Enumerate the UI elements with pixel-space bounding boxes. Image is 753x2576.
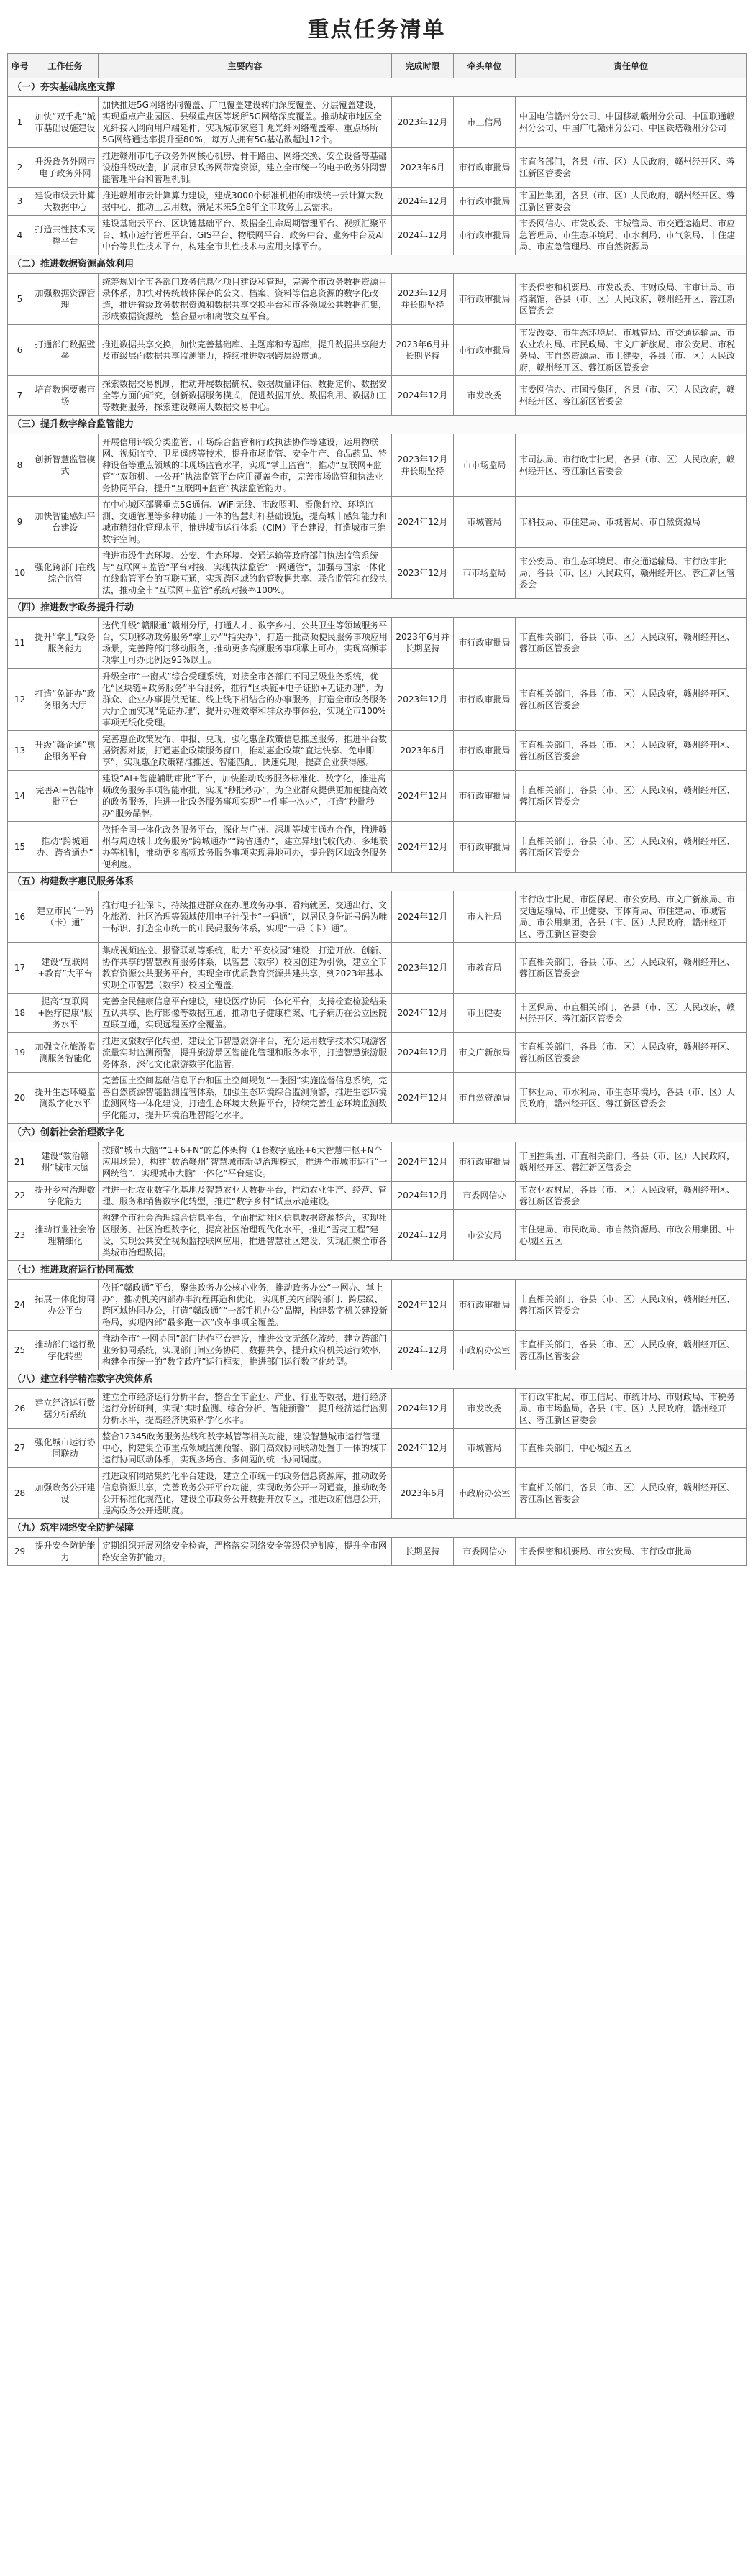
deadline: 2024年12月 — [392, 216, 454, 255]
task-name: 提高“互联网+医疗健康”服务水平 — [32, 994, 99, 1033]
responsible-units: 中国电信赣州分公司、中国移动赣州分公司、中国联通赣州分公司、中国广电赣州分公司、中国铁塔赣州分公司 — [516, 97, 747, 148]
table-row — [8, 148, 747, 188]
row-number: 1 — [8, 97, 32, 148]
task-name: 打通部门数据壁垒 — [32, 325, 99, 376]
section-title: （一）夯实基础底座支撑 — [8, 78, 747, 97]
lead-unit: 市市场监局 — [454, 548, 516, 599]
task-name: 加强政务公开建设 — [32, 1468, 99, 1519]
deadline: 2024年12月 — [392, 771, 454, 822]
row-number: 17 — [8, 943, 32, 994]
table-row — [8, 771, 747, 822]
task-name: 加快智能感知平台建设 — [32, 497, 99, 548]
task-name: 加快“双千兆”城市基础设施建设 — [32, 97, 99, 148]
table-row — [8, 1468, 747, 1519]
table-row — [8, 618, 747, 669]
deadline: 2024年12月 — [392, 822, 454, 873]
lead-unit: 市城管局 — [454, 497, 516, 548]
row-number: 27 — [8, 1429, 32, 1468]
deadline: 2023年6月 — [392, 148, 454, 188]
responsible-units: 市直相关部门，各县（市、区）人民政府，赣州经开区、蓉江新区管委会 — [516, 618, 747, 669]
lead-unit: 市行政审批局 — [454, 822, 516, 873]
deadline: 2024年12月 — [392, 1210, 454, 1261]
responsible-units: 市公安局、市生态环境局、市交通运输局、市行政审批局，各县（市、区）人民政府，赣州经开区、蓉江新区管委会 — [516, 548, 747, 599]
task-name: 强化跨部门在线综合监管 — [32, 548, 99, 599]
row-number: 7 — [8, 376, 32, 416]
row-number: 12 — [8, 669, 32, 731]
task-name: 打造“免证办”政务服务大厅 — [32, 669, 99, 731]
lead-unit: 市委网信办 — [454, 1182, 516, 1210]
task-content: 推进政府网站集约化平台建设，建立全市统一的政务信息资源库，推动政务信息资源共享，完善政务公开平台功能，实现政务公开一网通查，推动政务公开标准化规范化，建设全市政务公开数据开放专区，推进政府信息公开，提高政务公开透明度。 — [99, 1468, 392, 1519]
table-row — [8, 97, 747, 148]
table-body — [8, 78, 747, 1566]
lead-unit: 市行政审批局 — [454, 216, 516, 255]
table-row — [8, 497, 747, 548]
table-row — [8, 1331, 747, 1370]
table-row — [8, 1073, 747, 1124]
lead-unit: 市行政审批局 — [454, 188, 516, 216]
header-lead: 牵头单位 — [454, 54, 516, 78]
table-row — [8, 669, 747, 731]
responsible-units: 市国控集团、市直相关部门，各县（市、区）人民政府，赣州经开区、蓉江新区管委会 — [516, 1142, 747, 1182]
table-row — [8, 325, 747, 376]
task-content: 升级全市“一窗式”综合受理系统，对接全市各部门不同层级业务系统，优化“区块链+政务服务”平台服务，推行“区块链+电子证照+无证办理”，为群众、企业办事提供无证、线上线下相结合的办事服务，打造全市政务服务大厅全面实现“免证办理”，提升办理效率和群众办事体验，实现全市100%事项无纸化受理。 — [99, 669, 392, 731]
table-row — [8, 994, 747, 1033]
lead-unit: 市委网信办 — [454, 1538, 516, 1566]
lead-unit: 市发改委 — [454, 376, 516, 416]
section-row — [8, 873, 747, 891]
deadline: 2023年12月 — [392, 669, 454, 731]
row-number: 2 — [8, 148, 32, 188]
row-number: 4 — [8, 216, 32, 255]
task-name: 建立经济运行数据分析系统 — [32, 1389, 99, 1429]
responsible-units: 市国控集团，各县（市、区）人民政府，赣州经开区、蓉江新区管委会 — [516, 188, 747, 216]
task-name: 升级“赣企通”惠企服务平台 — [32, 731, 99, 771]
table-row — [8, 1429, 747, 1468]
responsible-units: 市直相关部门，各县（市、区）人民政府，赣州经开区、蓉江新区管委会 — [516, 822, 747, 873]
header-time: 完成时限 — [392, 54, 454, 78]
responsible-units: 市直相关部门，中心城区五区 — [516, 1429, 747, 1468]
lead-unit: 市发改委 — [454, 1389, 516, 1429]
page-title: 重点任务清单 — [307, 17, 446, 42]
task-content: 推进一批农业数字化基地及智慧农业大数据平台，推动农业生产、经营、管理、服务和销售数字化转型，推进“数字乡村”试点示范建设。 — [99, 1182, 392, 1210]
task-content: 完善国土空间基础信息平台和国土空间规划“一张图”实施监督信息系统，完善自然资源智能监测监管体系，加强生态环境综合监测预警，推进生态环境监测网络一体化建设，打造生态环境大数据平台，持续完善生态环境监测数字化能力，提升环境治理智能化水平。 — [99, 1073, 392, 1124]
row-number: 21 — [8, 1142, 32, 1182]
responsible-units: 市科技局、市住建局、市城管局、市自然资源局 — [516, 497, 747, 548]
table-row — [8, 1182, 747, 1210]
section-row — [8, 78, 747, 97]
task-name: 建立市民“一码（卡）通” — [32, 891, 99, 943]
task-name: 升级政务外网市电子政务外网 — [32, 148, 99, 188]
deadline: 2024年12月 — [392, 376, 454, 416]
responsible-units: 市直相关部门，各县（市、区）人民政府，赣州经开区、蓉江新区管委会 — [516, 731, 747, 771]
task-name: 提升安全防护能力 — [32, 1538, 99, 1566]
deadline: 2024年12月 — [392, 994, 454, 1033]
task-content: 推进文旅数字化转型，建设全市智慧旅游平台，充分运用数字技术实现游客流量实时监测预警，提升旅游景区智能化管理和服务水平，打造智慧旅游服务体系，深化文化旅游数字化监管。 — [99, 1033, 392, 1073]
responsible-units: 市直相关部门，各县（市、区）人民政府，赣州经开区、蓉江新区管委会 — [516, 943, 747, 994]
lead-unit: 市政府办公室 — [454, 1331, 516, 1370]
table-row — [8, 1142, 747, 1182]
task-name: 强化城市运行协同联动 — [32, 1429, 99, 1468]
deadline: 2024年12月 — [392, 1182, 454, 1210]
row-number: 24 — [8, 1280, 32, 1331]
lead-unit: 市行政审批局 — [454, 1280, 516, 1331]
row-number: 26 — [8, 1389, 32, 1429]
row-number: 9 — [8, 497, 32, 548]
responsible-units: 市住建局、市民政局、市自然资源局、市政公用集团、中心城区五区 — [516, 1210, 747, 1261]
responsible-units: 市医保局、市直相关部门，各县（市、区）人民政府，赣州经开区、蓉江新区管委会 — [516, 994, 747, 1033]
task-content: 加快推进5G网络协同覆盖、广电覆盖建设转向深度覆盖、分层覆盖建设，实现重点产业园区、县级重点区等场所5G网络深度覆盖。推动城市地区全光纤接入网向用户端延伸，实现城市家庭千兆光纤网络覆盖率、重点场所5G网络通达率提升至80%，每万人拥有5G基站数超过12个。 — [99, 97, 392, 148]
row-number: 16 — [8, 891, 32, 943]
deadline: 2024年12月 — [392, 188, 454, 216]
responsible-units: 市司法局、市行政审批局，各县（市、区）人民政府，赣州经开区、蓉江新区管委会 — [516, 434, 747, 497]
responsible-units: 市直相关部门，各县（市、区）人民政府，赣州经开区、蓉江新区管委会 — [516, 1468, 747, 1519]
lead-unit: 市行政审批局 — [454, 669, 516, 731]
lead-unit: 市卫健委 — [454, 994, 516, 1033]
task-content: 推行电子社保卡，持续推进群众在办理政务办事、看病就医、交通出行、文化旅游、社区治理等领域使用电子社保卡“一码通”，以居民身份证号码为唯一标识，打造全市统一的市民码服务体系，实现“一码（卡）通”。 — [99, 891, 392, 943]
responsible-units: 市行政审批局、市医保局、市公安局、市文广新旅局、市交通运输局、市卫健委、市体育局、市住建局、市城管局、市公用集团，各县（市、区）人民政府，赣州经开区、蓉江新区管委会 — [516, 891, 747, 943]
header-responsible: 责任单位 — [516, 54, 747, 78]
section-row — [8, 1519, 747, 1538]
section-title: （五）构建数字惠民服务体系 — [8, 873, 747, 891]
responsible-units: 市林业局、市水利局、市生态环境局，各县（市、区）人民政府，赣州经开区、蓉江新区管委会 — [516, 1073, 747, 1124]
task-content: 开展信用评级分类监管、市场综合监管和行政执法协作等建设，运用物联网、视频监控、卫星遥感等技术，提升市场监管、安全生产、食品药品、特种设备等重点领域的非现场监管水平，实现“掌上监管”，推动“互联网+监管”“双随机、一公开”执法监管平台应用覆盖全市，完善市场监管和执法业务协同平台，提升“互联网+监管”执法监管能力。 — [99, 434, 392, 497]
section-row — [8, 599, 747, 618]
lead-unit: 市自然资源局 — [454, 1073, 516, 1124]
table-row — [8, 1033, 747, 1073]
section-row — [8, 1370, 747, 1389]
task-name: 完善AI+智能审批平台 — [32, 771, 99, 822]
deadline: 2024年12月 — [392, 1073, 454, 1124]
task-name: 推动部门运行数字化转型 — [32, 1331, 99, 1370]
deadline: 2023年12月并长期坚持 — [392, 274, 454, 325]
section-row — [8, 255, 747, 274]
lead-unit: 市工信局 — [454, 97, 516, 148]
task-content: 依托全国一体化政务服务平台，深化与广州、深圳等城市通办合作，推进赣州与周边城市政务服务“跨城通办”“跨省通办”，建立异地代收代办、多地联办等机制，推动更多高频政务服务事项实现异地可办，提升跨区域政务服务便利度。 — [99, 822, 392, 873]
section-row — [8, 1124, 747, 1142]
task-content: 探索数据交易机制，推动开展数据确权、数据质量评估、数据定价、数据安全等方面的研究，创新数据服务模式，促进数据开放、数据利用、数据加工等数据服务，探索建设赣南大数据交易中心。 — [99, 376, 392, 416]
header-no: 序号 — [8, 54, 32, 78]
task-name: 提升生态环境监测数字化水平 — [32, 1073, 99, 1124]
deadline: 2023年12月 — [392, 97, 454, 148]
section-title: （二）推进数据资源高效利用 — [8, 255, 747, 274]
responsible-units: 市委保密和机要局、市公安局、市行政审批局 — [516, 1538, 747, 1566]
task-content: 构建全市社会治理综合信息平台，全面推动社区信息数据资源整合，实现社区服务、社区治理数字化，提高社区治理现代化水平，推进“雪亮工程”建设，实现公共安全视频监控联网应用，推进智慧社区建设，实现汇聚全市各类城市治理数据。 — [99, 1210, 392, 1261]
deadline: 2024年12月 — [392, 1389, 454, 1429]
deadline: 2023年6月并长期坚持 — [392, 325, 454, 376]
table-row — [8, 1538, 747, 1566]
task-content: 建设基础云平台、区块链基础平台、数据全生命周期管理平台、视频汇聚平台、城市运行管理平台、GIS平台、物联网平台、政务中台、业务中台及AI中台等共性技术平台，构建全市共性技术与应用支撑平台。 — [99, 216, 392, 255]
deadline: 2023年12月 — [392, 548, 454, 599]
task-name: 打造共性技术支撑平台 — [32, 216, 99, 255]
task-content: 推进赣州市电子政务外网核心机房、骨干路由、网络交换、安全设备等基础设施升级改造，扩展市县政务网带宽资源，建立全市统一的电子政务外网智能管理平台和管理机制。 — [99, 148, 392, 188]
task-content: 推进市级生态环境、公安、生态环境、交通运输等政府部门执法监管系统与“互联网+监管”平台对接，实现执法监管“一网通管”，加强与国家一体化在线监管平台的互联互通，实现跨区域的监管数据共享、联合监管和在线执法，推动全市“互联网+监管”系统对接率100%。 — [99, 548, 392, 599]
deadline: 长期坚持 — [392, 1538, 454, 1566]
task-content: 完善全民健康信息平台建设，建设医疗协同一体化平台，支持检查检验结果互认共享、医疗影像等数据互通，推动电子健康档案、电子病历在公立医院互联互通，实现远程医疗全覆盖。 — [99, 994, 392, 1033]
responsible-units: 市直相关部门，各县（市、区）人民政府，赣州经开区、蓉江新区管委会 — [516, 669, 747, 731]
task-content: 整合12345政务服务热线和数字城管等相关功能，建设智慧城市运行管理中心，构建集全市重点领域监测预警、部门高效协同联动处置于一体的城市运行协同联动体系，实现多场合、多问题的统一协同调度。 — [99, 1429, 392, 1468]
table-row — [8, 216, 747, 255]
lead-unit: 市行政审批局 — [454, 1142, 516, 1182]
responsible-units: 市直相关部门，各县（市、区）人民政府，赣州经开区、蓉江新区管委会 — [516, 771, 747, 822]
section-title: （六）创新社会治理数字化 — [8, 1124, 747, 1142]
task-content: 按照“城市大脑”“1+6+N”的总体架构（1套数字底座+6大智慧中枢+N个应用场景），构建“数治赣州”智慧城市新型治理模式，推进全市城市运行“一网统管”，实现城市大脑“一体化”平台建设。 — [99, 1142, 392, 1182]
row-number: 25 — [8, 1331, 32, 1370]
task-content: 推进赣州市云计算算力建设，建成3000个标准机柜的市级统一云计算大数据中心，推动上云用数，满足未来5至8年全市政务上云需求。 — [99, 188, 392, 216]
table-row — [8, 434, 747, 497]
section-title: （四）推进数字政务提升行动 — [8, 599, 747, 618]
task-name: 建设市级云计算大数据中心 — [32, 188, 99, 216]
table-row — [8, 188, 747, 216]
table-row — [8, 943, 747, 994]
row-number: 14 — [8, 771, 32, 822]
responsible-units: 市委网信办、市发改委、市城管局、市交通运输局、市应急管理局、市生态环境局、市水利局、市气象局、市住建局、市应急管理局、市自然资源局 — [516, 216, 747, 255]
table-row — [8, 1280, 747, 1331]
table-row — [8, 274, 747, 325]
row-number: 23 — [8, 1210, 32, 1261]
row-number: 29 — [8, 1538, 32, 1566]
task-name: 培育数据要素市场 — [32, 376, 99, 416]
responsible-units: 市直各部门，各县（市、区）人民政府，赣州经开区、蓉江新区管委会 — [516, 148, 747, 188]
lead-unit: 市人社局 — [454, 891, 516, 943]
table-header-row — [8, 54, 747, 78]
task-content: 推动全市“一网协同”部门协作平台建设，推进公文无纸化流转，建立跨部门业务协同系统，实现部门间业务协同、数据共享，提升政府机关运行效率，构建全市统一的“数字政府”运行框架，推进部门运行数字化转型。 — [99, 1331, 392, 1370]
row-number: 15 — [8, 822, 32, 873]
task-content: 完善惠企政策发布、申报、兑现，强化惠企政策信息推送服务，推进平台数据资源对接，打通惠企政策服务窗口，推动惠企政策“直达快享、免申即享”，实现惠企政策精准推送、智能匹配、快速兑现，提高企业获得感。 — [99, 731, 392, 771]
header-task: 工作任务 — [32, 54, 99, 78]
section-row — [8, 416, 747, 434]
lead-unit: 市文广新旅局 — [454, 1033, 516, 1073]
task-name: 推动“跨城通办、跨省通办” — [32, 822, 99, 873]
task-table — [7, 53, 747, 1566]
task-content: 推进数据共享交换，加快完善基础库、主题库和专题库，提升数据共享能力及市级层面数据共享监测能力，持续推进数据跨层级贯通。 — [99, 325, 392, 376]
table-row — [8, 376, 747, 416]
section-title: （三）提升数字综合监管能力 — [8, 416, 747, 434]
deadline: 2024年12月 — [392, 1142, 454, 1182]
task-name: 建设“互联网+教育”大平台 — [32, 943, 99, 994]
row-number: 18 — [8, 994, 32, 1033]
task-name: 提升“掌上”政务服务能力 — [32, 618, 99, 669]
table-row — [8, 1210, 747, 1261]
lead-unit: 市行政审批局 — [454, 771, 516, 822]
task-content: 建立全市经济运行分析平台，整合全市企业、产业、行业等数据，进行经济运行分析研判，实现“实时监测、综合分析、智能预警”，提升经济运行监测分析水平，提高经济决策科学化水平。 — [99, 1389, 392, 1429]
section-title: （七）推进政府运行协同高效 — [8, 1261, 747, 1280]
task-content: 定期组织开展网络安全检查，严格落实网络安全等级保护制度，提升全市网络安全防护能力。 — [99, 1538, 392, 1566]
responsible-units: 市委网信办、市国投集团，各县（市、区）人民政府，赣州经开区、蓉江新区管委会 — [516, 376, 747, 416]
task-content: 在中心城区部署重点5G通信、WiFi无线、市政照明、摄像监控、环境监测、交通管理等多种功能于一体的智慧灯杆基础设施，提高城市感知能力和城市精细化管理水平，推进城市运行体系（CIM）平台建设，打造城市三维数字空间。 — [99, 497, 392, 548]
task-content: 依托“赣政通”平台，聚焦政务办公核心业务，推动政务办公“一网办、掌上办”，推动机关内部办事流程再造和优化，实现机关内部跨部门、跨层级、跨区域协同办公，打造“赣政通”“一部手机办公”品牌，构建数字机关建设新格局，实现内部“最多跑一次”改革事项全覆盖。 — [99, 1280, 392, 1331]
task-content: 统筹规划全市各部门政务信息化项目建设和管理，完善全市政务数据资源目录体系，加快对传统载体保存的公文、档案、资料等信息资源的数字化改造，推进省级政务数据资源和数据共享交换平台和市各领域公共数据汇集，形成数据资源统一整合显示和离散交互平台。 — [99, 274, 392, 325]
row-number: 6 — [8, 325, 32, 376]
deadline: 2023年12月 — [392, 943, 454, 994]
task-name: 拓展一体化协同办公平台 — [32, 1280, 99, 1331]
responsible-units: 市直相关部门，各县（市、区）人民政府，赣州经开区、蓉江新区管委会 — [516, 1331, 747, 1370]
deadline: 2023年6月 — [392, 1468, 454, 1519]
section-row — [8, 1261, 747, 1280]
task-name: 推动行业社会治理精细化 — [32, 1210, 99, 1261]
lead-unit: 市行政审批局 — [454, 731, 516, 771]
lead-unit: 市行政审批局 — [454, 274, 516, 325]
row-number: 10 — [8, 548, 32, 599]
lead-unit: 市公安局 — [454, 1210, 516, 1261]
section-title: （九）筑牢网络安全防护保障 — [8, 1519, 747, 1538]
responsible-units: 市直相关部门，各县（市、区）人民政府，赣州经开区、蓉江新区管委会 — [516, 1280, 747, 1331]
lead-unit: 市行政审批局 — [454, 325, 516, 376]
deadline: 2024年12月 — [392, 1331, 454, 1370]
deadline: 2024年12月 — [392, 497, 454, 548]
table-row — [8, 822, 747, 873]
lead-unit: 市教育局 — [454, 943, 516, 994]
task-content: 迭代升级“赣服通”赣州分厅，打通人才、数字乡村、公共卫生等领域服务平台，实现移动政务服务“掌上办”“指尖办”，打造一批高频便民服务事项应用场景，完善跨部门移动服务，推动更多高频服务事项掌上可办，实现高频事项掌上可办比例达95%以上。 — [99, 618, 392, 669]
row-number: 8 — [8, 434, 32, 497]
task-name: 提升乡村治理数字化能力 — [32, 1182, 99, 1210]
deadline: 2024年12月 — [392, 1033, 454, 1073]
lead-unit: 市市场监局 — [454, 434, 516, 497]
row-number: 5 — [8, 274, 32, 325]
row-number: 28 — [8, 1468, 32, 1519]
deadline: 2023年6月并长期坚持 — [392, 618, 454, 669]
task-name: 建设“数治赣州”城市大脑 — [32, 1142, 99, 1182]
table-row — [8, 548, 747, 599]
responsible-units: 市农业农村局，各县（市、区）人民政府，赣州经开区、蓉江新区管委会 — [516, 1182, 747, 1210]
deadline: 2024年12月 — [392, 1280, 454, 1331]
header-content: 主要内容 — [99, 54, 392, 78]
deadline: 2023年12月并长期坚持 — [392, 434, 454, 497]
section-title: （八）建立科学精准数字决策体系 — [8, 1370, 747, 1389]
lead-unit: 市行政审批局 — [454, 148, 516, 188]
responsible-units: 市委保密和机要局、市发改委、市财政局、市审计局、市档案馆，各县（市、区）人民政府，赣州经开区、蓉江新区管委会 — [516, 274, 747, 325]
row-number: 3 — [8, 188, 32, 216]
row-number: 11 — [8, 618, 32, 669]
deadline: 2024年12月 — [392, 891, 454, 943]
row-number: 19 — [8, 1033, 32, 1073]
responsible-units: 市直相关部门，各县（市、区）人民政府，赣州经开区、蓉江新区管委会 — [516, 1033, 747, 1073]
row-number: 22 — [8, 1182, 32, 1210]
task-content: 建设“AI+智能辅助审批”平台，加快推动政务服务标准化、数字化，推进高频政务服务事项智能审批，实现“秒批秒办”，为企业群众提供更加便捷高效的政务服务，推进一批政务服务事项实现“一件事一次办”，打造“秒批秒办”服务品牌。 — [99, 771, 392, 822]
lead-unit: 市政府办公室 — [454, 1468, 516, 1519]
task-name: 加强文化旅游监测服务智能化 — [32, 1033, 99, 1073]
deadline: 2024年12月 — [392, 1429, 454, 1468]
row-number: 20 — [8, 1073, 32, 1124]
responsible-units: 市发改委、市生态环境局、市城管局、市交通运输局、市农业农村局、市民政局、市文广新旅局、市公安局、市税务局、市自然资源局、市卫健委，各县（市、区）人民政府，赣州经开区、蓉江新区管委会 — [516, 325, 747, 376]
lead-unit: 市行政审批局 — [454, 618, 516, 669]
table-row — [8, 731, 747, 771]
lead-unit: 市城管局 — [454, 1429, 516, 1468]
table-row — [8, 1389, 747, 1429]
table-row — [8, 891, 747, 943]
task-content: 集成视频监控、报警联动等系统，助力“平安校园”建设，打造开放、创新、协作共享的智慧教育服务体系，以智慧（数字）校园创建为引领，建立全市教育资源公共服务平台，实现全市优质教育资源共建共享，到2023年基本实现全市智慧（数字）校园全覆盖。 — [99, 943, 392, 994]
task-name: 创新智慧监管模式 — [32, 434, 99, 497]
deadline: 2023年6月 — [392, 731, 454, 771]
task-name: 加强数据资源管理 — [32, 274, 99, 325]
responsible-units: 市行政审批局、市工信局、市统计局、市财政局、市税务局、市市场监局，各县（市、区）人民政府，赣州经开区、蓉江新区管委会 — [516, 1389, 747, 1429]
row-number: 13 — [8, 731, 32, 771]
